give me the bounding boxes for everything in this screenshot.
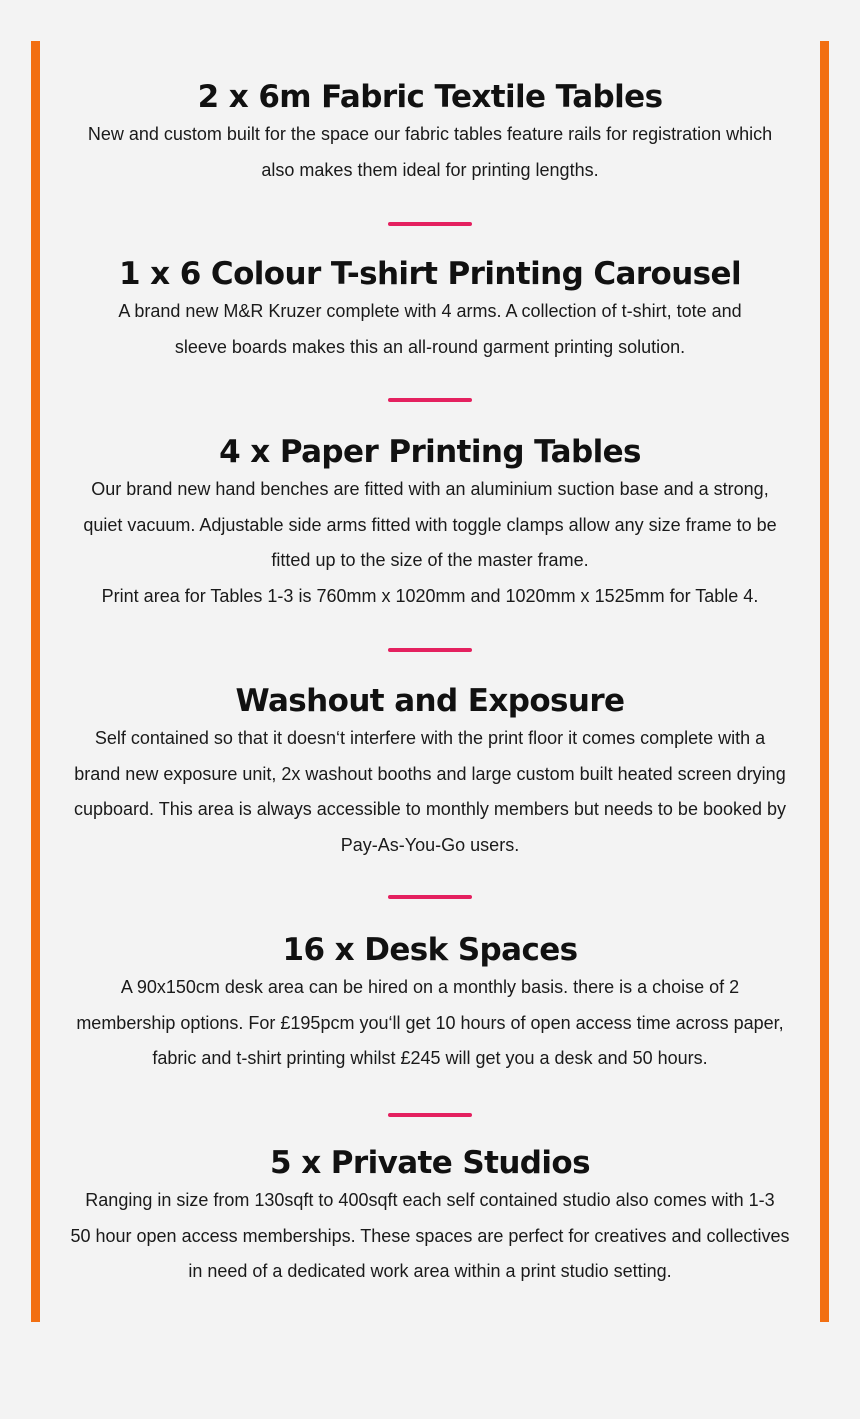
section-line: fabric and t-shirt printing whilst £245 will get you a desk and 50 hours. xyxy=(152,1048,708,1068)
section-line: also makes them ideal for printing lengths. xyxy=(261,159,599,180)
section-divider xyxy=(388,648,472,652)
section-desk-spaces xyxy=(60,930,800,1077)
section-line: sleeve boards makes this an all-round garment printing solution. xyxy=(174,336,686,357)
section-paper-tables xyxy=(60,432,800,614)
section-line: brand new exposure unit, 2x washout booths and large custom built heated screen drying xyxy=(74,763,786,784)
section-line: Print area for Tables 1-3 is 760mm x 1020mm and 1020mm x 1525mm for Table 4. xyxy=(101,585,759,606)
section-line: A 90x150cm desk area can be hired on a monthly basis. there is a choise of 2 xyxy=(120,977,740,997)
section-private-studios xyxy=(60,1143,800,1290)
left-accent-bar xyxy=(31,41,40,1322)
section-washout-exposure xyxy=(60,681,800,863)
section-line: 50 hour open access memberships. These spaces are perfect for creatives and collectives xyxy=(70,1225,790,1246)
section-line: Our brand new hand benches are fitted with an aluminium suction base and a strong, xyxy=(91,479,769,499)
section-title: 4 x Paper Printing Tables xyxy=(219,434,641,470)
section-divider xyxy=(388,1113,472,1117)
section-line: membership options. For £195pcm you‘ll get 10 hours of open access time across paper, xyxy=(76,1012,784,1033)
section-fabric-tables xyxy=(60,77,800,188)
section-title: 5 x Private Studios xyxy=(270,1145,590,1181)
section-line: A brand new M&R Kruzer complete with 4 arms. A collection of t-shirt, tote and xyxy=(118,301,742,321)
section-divider xyxy=(388,895,472,899)
section-title: 16 x Desk Spaces xyxy=(282,932,578,968)
section-title: Washout and Exposure xyxy=(235,683,625,719)
section-line: fitted up to the size of the master frame. xyxy=(271,550,589,570)
section-tshirt-carousel xyxy=(60,254,800,365)
section-line: quiet vacuum. Adjustable side arms fitted with toggle clamps allow any size frame to be xyxy=(83,514,777,535)
section-line: Self contained so that it doesn‘t interfere with the print floor it comes complete with a xyxy=(94,728,766,748)
section-divider xyxy=(388,398,472,402)
section-line: Pay-As-You-Go users. xyxy=(340,834,520,855)
section-line: in need of a dedicated work area within a print studio setting. xyxy=(188,1261,672,1281)
section-title: 1 x 6 Colour T-shirt Printing Carousel xyxy=(119,256,741,292)
section-line: New and custom built for the space our fabric tables feature rails for registration which xyxy=(87,124,773,144)
section-divider xyxy=(388,222,472,226)
section-line: cupboard. This area is always accessible to monthly members but needs to be booked by xyxy=(73,799,787,819)
section-title: 2 x 6m Fabric Textile Tables xyxy=(197,79,663,115)
right-accent-bar xyxy=(820,41,829,1322)
section-line: Ranging in size from 130sqft to 400sqft each self contained studio also comes with 1-3 xyxy=(85,1190,775,1210)
